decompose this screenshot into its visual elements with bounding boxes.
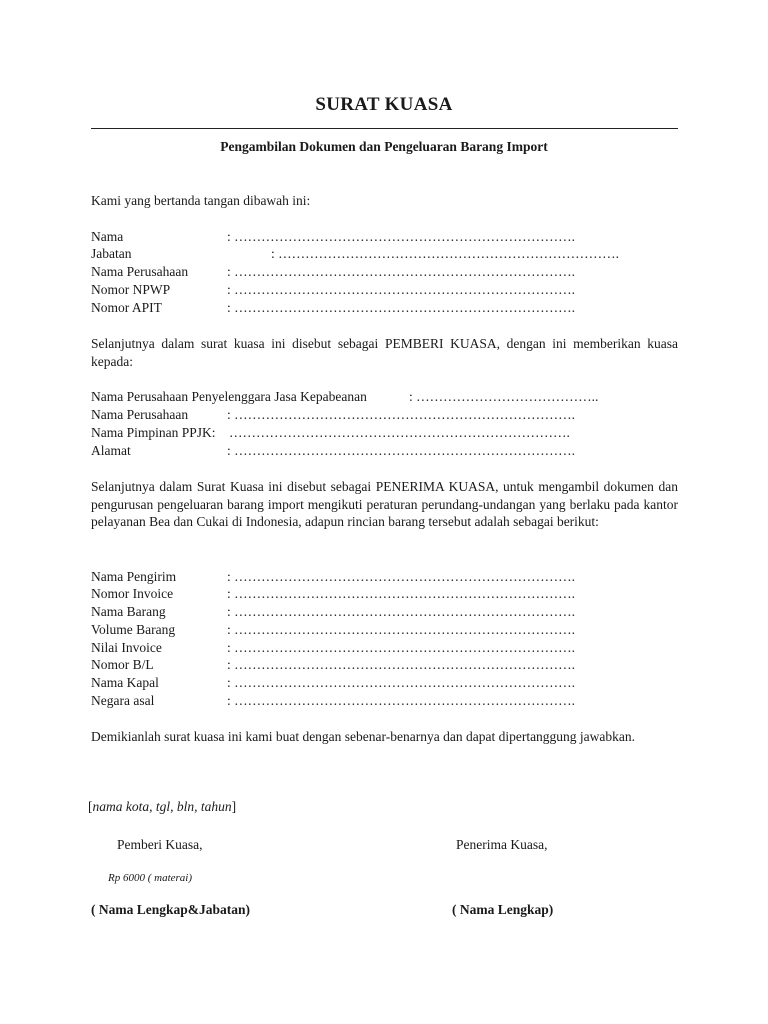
field-label: Nama Perusahaan Penyelenggara Jasa Kepabeanan — [91, 389, 367, 404]
field-label: Alamat — [91, 443, 131, 458]
field-row — [91, 263, 631, 281]
field-value: : …………………………………………………………………. — [227, 586, 576, 601]
field-value: : …………………………………………………………………. — [227, 300, 576, 315]
field-value: : …………………………………………………………………. — [227, 604, 576, 619]
field-value: : …………………………………………………………………. — [271, 246, 620, 261]
field-row — [91, 656, 631, 674]
field-label: Nama Perusahaan — [91, 407, 189, 422]
field-label: Nomor NPWP — [91, 282, 171, 297]
field-value: …………………………………………………………………. — [229, 425, 570, 440]
field-row — [91, 603, 631, 621]
field-row — [91, 406, 631, 424]
field-label: Volume Barang — [91, 622, 176, 637]
field-row — [91, 245, 671, 263]
paragraph-pemberi-kuasa: Selanjutnya dalam surat kuasa ini disebut sebagai PEMBERI KUASA, dengan ini memberikan kuasa kepada: — [91, 336, 678, 369]
field-row — [91, 388, 631, 406]
field-row — [91, 585, 631, 603]
bracket-close: ] — [231, 799, 237, 814]
field-value: : …………………………………………………………………. — [227, 282, 576, 297]
field-row — [91, 424, 631, 442]
field-label: Jabatan — [91, 246, 132, 261]
field-row — [91, 228, 631, 246]
field-label: Nama Barang — [91, 604, 166, 619]
place-date-placeholder: nama kota, tgl, bln, tahun — [92, 799, 232, 814]
intro-text: Kami yang bertanda tangan dibawah ini: — [91, 193, 311, 208]
place-date-line — [88, 798, 236, 816]
field-value: : …………………………………………………………………. — [227, 229, 576, 244]
field-row — [91, 281, 631, 299]
paragraph-closing: Demikianlah surat kuasa ini kami buat dengan sebenar-benarnya dan dapat dipertanggung jawabkan. — [91, 729, 636, 744]
field-row — [91, 639, 631, 657]
field-label: Nomor Invoice — [91, 586, 174, 601]
field-value: : …………………………………………………………………. — [227, 693, 576, 708]
title-divider — [91, 128, 678, 129]
field-value: : …………………………………………………………………. — [227, 443, 576, 458]
field-label: Nama — [91, 229, 124, 244]
field-label: Nama Pimpinan PPJK: — [91, 425, 216, 440]
document-subtitle: Pengambilan Dokumen dan Pengeluaran Barang Import — [220, 139, 548, 154]
field-row — [91, 442, 631, 460]
field-label: Nama Kapal — [91, 675, 159, 690]
pemberi-kuasa-name: ( Nama Lengkap&Jabatan) — [91, 902, 251, 917]
field-row — [91, 674, 631, 692]
field-value: : …………………………………………………………………. — [227, 675, 576, 690]
field-label: Nomor APIT — [91, 300, 162, 315]
field-value: : ………………………………….. — [409, 389, 599, 404]
field-value: : …………………………………………………………………. — [227, 569, 576, 584]
field-value: : …………………………………………………………………. — [227, 407, 576, 422]
penerima-kuasa-label: Penerima Kuasa, — [456, 837, 548, 852]
field-row — [91, 568, 631, 586]
field-value: : …………………………………………………………………. — [227, 264, 576, 279]
pemberi-kuasa-label: Pemberi Kuasa, — [117, 837, 203, 852]
field-row — [91, 299, 631, 317]
field-label: Nomor B/L — [91, 657, 154, 672]
penerima-kuasa-name: ( Nama Lengkap) — [452, 902, 554, 917]
field-row — [91, 621, 631, 639]
field-label: Negara asal — [91, 693, 155, 708]
field-label: Nama Perusahaan — [91, 264, 189, 279]
paragraph-penerima-kuasa: Selanjutnya dalam Surat Kuasa ini disebut sebagai PENERIMA KUASA, untuk mengambil dokumen dan pengurusan pengeluaran barang import mengikuti peraturan perundang-undangan yang berlaku pada kantor pelayanan Bea dan Cukai di Indonesia, adapun rincian barang tersebut adalah sebagai berikut: — [91, 479, 678, 530]
field-label: Nama Pengirim — [91, 569, 177, 584]
document-title: SURAT KUASA — [315, 94, 453, 115]
field-row — [91, 692, 631, 710]
materai-stamp-note: Rp 6000 ( materai) — [108, 872, 193, 884]
bracket-open: [ — [88, 799, 93, 814]
field-value: : …………………………………………………………………. — [227, 640, 576, 655]
field-value: : …………………………………………………………………. — [227, 622, 576, 637]
field-value: : …………………………………………………………………. — [227, 657, 576, 672]
field-label: Nilai Invoice — [91, 640, 162, 655]
